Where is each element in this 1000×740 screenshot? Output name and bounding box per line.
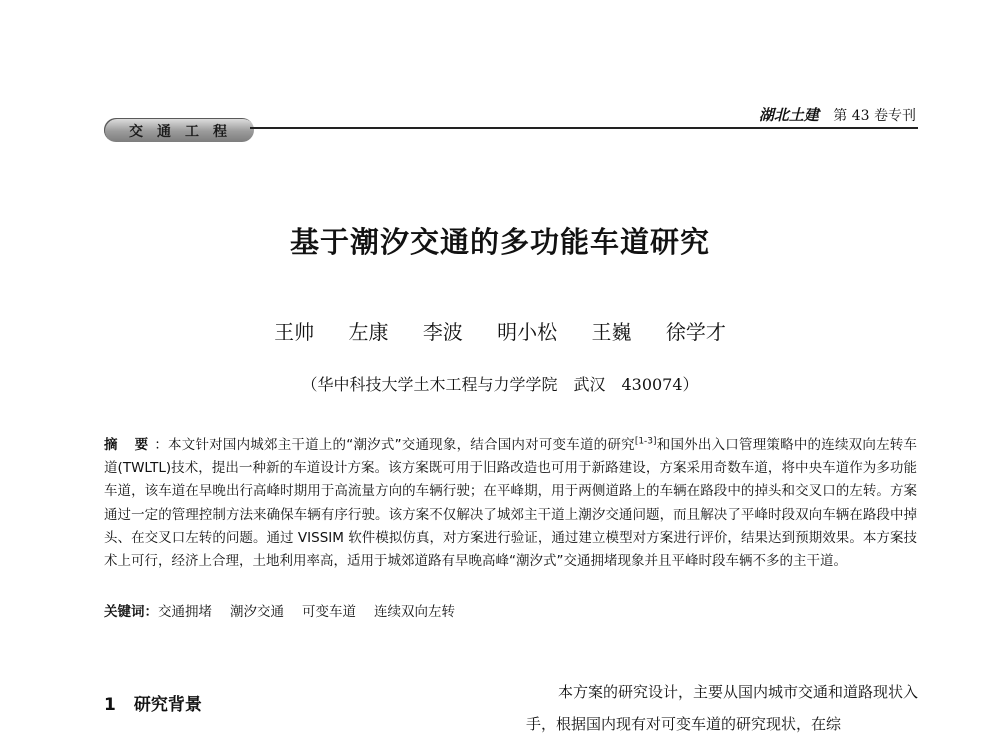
section-tag (104, 118, 254, 142)
author: 左康 (348, 320, 389, 344)
section-heading (104, 690, 202, 715)
author-list (0, 316, 1000, 345)
abstract-text-1: ：本文针对国内城郊主干道上的“潮汐式”交通现象，结合国内对可变车道的研究 (154, 437, 635, 453)
body-paragraph (526, 676, 918, 740)
paper-title: 基于潮汐交通的多功能车道研究 (289, 225, 710, 259)
journal-name: 湖北土建 (758, 106, 819, 124)
abstract-label: 摘 要 (104, 437, 155, 453)
journal-issue: 第 43 卷专刊 (833, 108, 916, 124)
header-rule (250, 127, 918, 129)
keyword: 潮汐交通 (230, 604, 284, 620)
citation-ref: [1-3] (634, 436, 657, 447)
author: 王帅 (274, 320, 315, 344)
author: 李波 (422, 320, 463, 344)
keyword: 可变车道 (302, 604, 356, 620)
abstract (104, 434, 917, 573)
author: 王巍 (591, 320, 632, 344)
affiliation: （华中科技大学土木工程与力学学院 武汉 430074） (301, 375, 699, 394)
section-tag-label: 交通工程 (129, 124, 241, 140)
keywords-label: 关键词： (104, 604, 158, 620)
journal-header (759, 104, 916, 125)
keywords (104, 600, 917, 620)
abstract-text-2: 和国外出入口管理策略中的连续双向左转车道(TWLTL)技术，提出一种新的车道设计方案。该方案既可用于旧路改造也可用于新路建设，方案采用奇数车道，将中央车道作为多功能车道，该车道在早晚出行高峰时期用于高流量方向的车辆行驶；在平峰期，用于两侧道路上的车辆在路段中的掉头和交叉口的左转。方案通过一定的管理控制方法来确保车辆有序行驶。该方案不仅解决了城郊主干道上潮汐交通问题，而且解决了平峰时段双向车辆在路段中掉头、在交叉口左转的问题。通过 VISSIM 软件模拟仿真，对方案进行验证，通过建立模型对方案进行评价，结果达到预期效果。本方案技术上可行，经济上合理，土地利用率高，适用于城郊道路有早晚高峰“潮汐式”交通拥堵现象并且平峰时段车辆不多的主干道。 (104, 437, 917, 570)
section-number: 1 (104, 695, 116, 715)
section-title: 研究背景 (133, 695, 202, 715)
author: 明小松 (497, 320, 558, 344)
keyword: 交通拥堵 (158, 604, 212, 620)
keyword: 连续双向左转 (374, 604, 455, 620)
body-text: 本方案的研究设计，主要从国内城市交通和道路现状入手，根据国内现有对可变车道的研究现状，在综 (526, 683, 919, 733)
author: 徐学才 (665, 320, 726, 344)
